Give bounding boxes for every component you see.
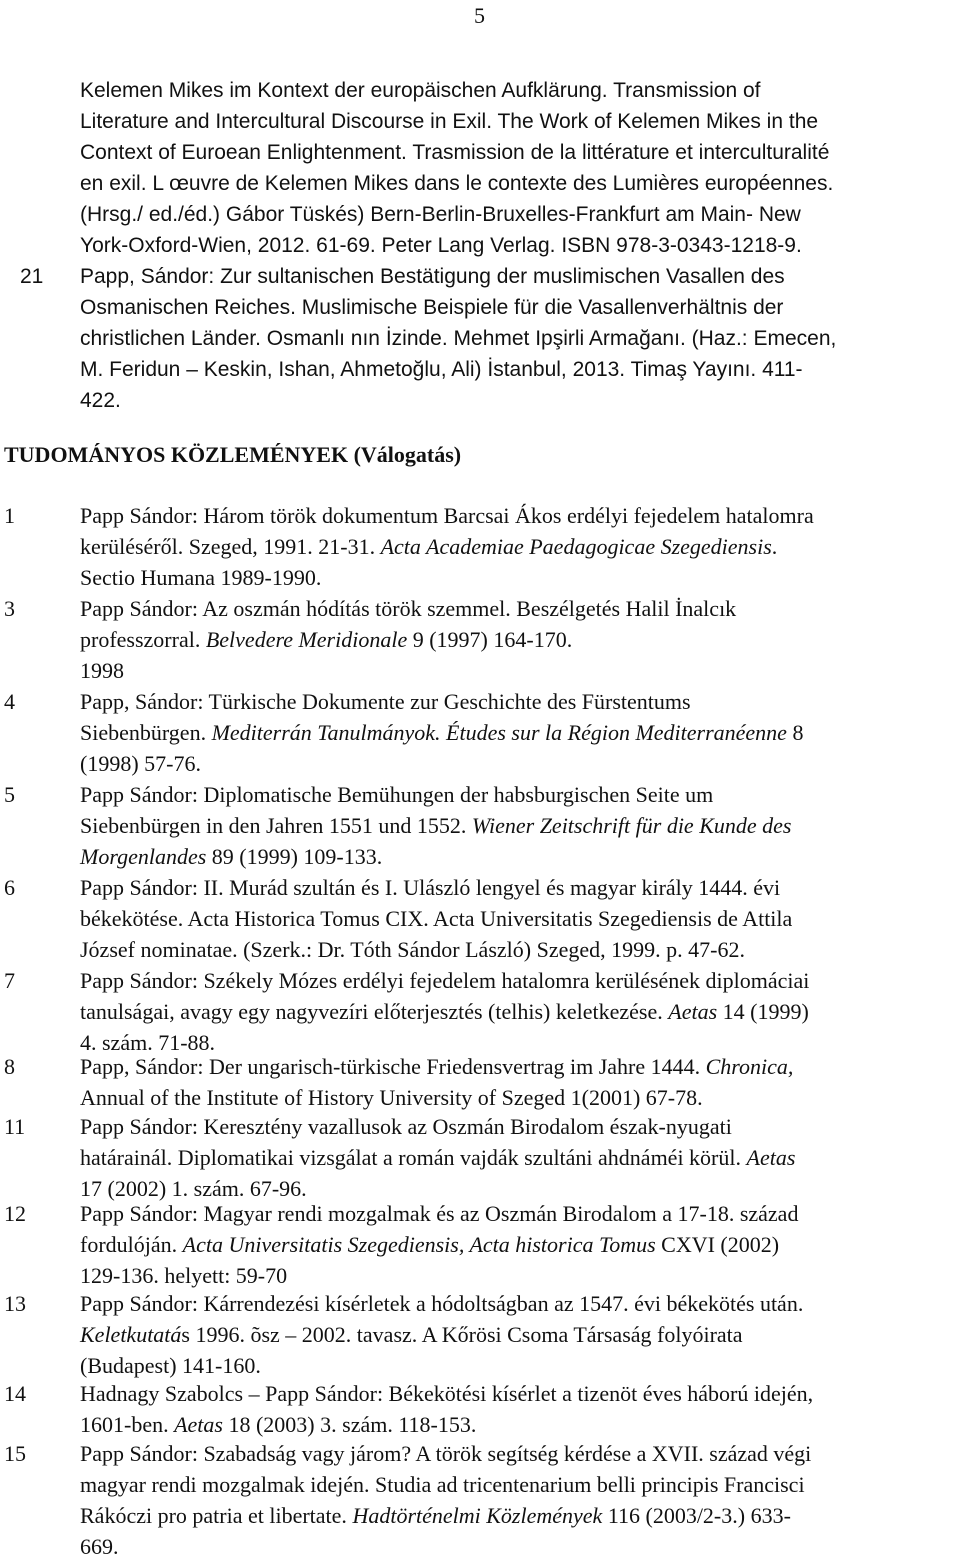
entry-number: 5 <box>4 782 15 807</box>
entry-number: 15 <box>4 1441 26 1466</box>
entry-continuation <box>0 75 960 261</box>
entry-number: 12 <box>4 1201 26 1226</box>
entry-number: 3 <box>4 596 15 621</box>
entry-line: 422. <box>80 389 121 412</box>
publication-entry <box>0 1288 960 1381</box>
entry-line: en exil. L œuvre de Kelemen Mikes dans le contexte des Lumières européennes. <box>80 172 834 195</box>
entry-number: 7 <box>4 968 15 993</box>
entry-line: 129-136. helyett: 59-70 <box>80 1263 288 1288</box>
entry-number: 11 <box>4 1114 26 1139</box>
publication-entry <box>0 1378 960 1440</box>
entry-line <box>80 1409 950 1440</box>
entry-line: Kelemen Mikes im Kontext der europäischen Aufklärung. Transmission of <box>80 79 761 102</box>
entry-text: CXVI (2002) <box>655 1232 780 1257</box>
entry-text: 9 (1997) 164-170. <box>407 627 573 652</box>
publication-entry <box>0 872 960 965</box>
journal-title: Aetas <box>668 999 718 1024</box>
entry-text: 14 (1999) <box>717 999 809 1024</box>
entry-text: 8 <box>786 720 804 745</box>
journal-title: Morgenlandes <box>80 844 207 869</box>
entry-line <box>80 624 950 655</box>
entry-line <box>80 531 950 562</box>
entry-text: Rákóczi pro patria et libertate. <box>80 1503 353 1528</box>
entry-line: 17 (2002) 1. szám. 67-96. <box>80 1176 307 1201</box>
entry-text: Siebenbürgen. <box>80 720 212 745</box>
entry-line: Sectio Humana 1989-1990. <box>80 565 322 590</box>
entry-line <box>80 996 950 1027</box>
entry-text: kerüléséről. Szeged, 1991. 21-31. <box>80 534 381 559</box>
publication-entry <box>0 593 960 686</box>
entry-line: (Budapest) 141-160. <box>80 1353 261 1378</box>
entry-line: Context of Euroean Enlightenment. Trasmission de la littérature et interculturalité <box>80 141 830 164</box>
publication-entry <box>0 779 960 872</box>
journal-title: Belvedere Meridionale <box>205 627 408 652</box>
entry-line: (Hrsg./ ed./éd.) Gábor Tüskés) Bern-Berlin-Bruxelles-Frankfurt am Main- New <box>80 203 801 226</box>
entry-number: 13 <box>4 1291 26 1316</box>
entry-text: Papp, Sándor: Der ungarisch-türkische Friedensvertrag im Jahre 1444. <box>80 1054 706 1079</box>
entry-line <box>80 810 950 841</box>
entry-line: (1998) 57-76. <box>80 751 201 776</box>
entry-21 <box>0 261 960 416</box>
entry-line: 4. szám. 71-88. <box>80 1030 216 1055</box>
entry-text: 1601-ben. <box>80 1412 175 1437</box>
journal-title: Aetas <box>174 1412 223 1437</box>
entry-text: 116 (2003/2-3.) 633- <box>602 1503 791 1528</box>
entry-line: M. Feridun – Keskin, Ishan, Ahmetoğlu, Ali) İstanbul, 2013. Timaş Yayını. 411- <box>80 358 803 381</box>
entry-line: magyar rendi mozgalmak idején. Studia ad tricentenarium belli principis Francisci <box>80 1472 805 1497</box>
entry-number: 6 <box>4 875 15 900</box>
entry-line: Hadnagy Szabolcs – Papp Sándor: Békekötési kísérlet a tizenöt éves háború idején, <box>80 1381 814 1406</box>
entry-text: Siebenbürgen in den Jahren 1551 und 1552. <box>80 813 472 838</box>
entry-line: békekötése. Acta Historica Tomus CIX. Acta Universitatis Szegediensis de Attila <box>80 906 793 931</box>
entry-line: 1998 <box>80 658 124 683</box>
entry-number: 8 <box>4 1054 15 1079</box>
entry-line: Papp, Sándor: Türkische Dokumente zur Geschichte des Fürstentums <box>80 689 691 714</box>
entry-line: Papp Sándor: Székely Mózes erdélyi fejedelem hatalomra kerülésének diplomáciai <box>80 968 810 993</box>
entry-text: tanulságai, avagy egy nagyvezíri előterjesztés (telhis) keletkezése. <box>80 999 669 1024</box>
journal-title: Keletkutatá <box>80 1322 182 1347</box>
entry-number: 14 <box>4 1381 26 1406</box>
entry-line: Annual of the Institute of History University of Szeged 1(2001) 67-78. <box>80 1085 703 1110</box>
entry-line: Papp Sándor: II. Murád szultán és I. Ulászló lengyel és magyar király 1444. évi <box>80 875 781 900</box>
journal-title: Chronica, <box>705 1054 794 1079</box>
journal-title: Mediterrán Tanulmányok. Études sur la Région Mediterranéenne <box>211 720 787 745</box>
entry-line <box>80 1142 950 1173</box>
entry-line: 669. <box>80 1534 119 1559</box>
entry-text: . <box>771 534 778 559</box>
entry-text: s 1996. õsz – 2002. tavasz. A Kőrösi Csoma Társaság folyóirata <box>181 1322 743 1347</box>
publication-entry <box>0 686 960 779</box>
entry-line: Papp Sándor: Három török dokumentum Barcsai Ákos erdélyi fejedelem hatalomra <box>80 503 814 528</box>
entry-line: József nominatae. (Szerk.: Dr. Tóth Sándor László) Szeged, 1999. p. 47-62. <box>80 937 745 962</box>
entry-line: Papp Sándor: Keresztény vazallusok az Oszmán Birodalom észak-nyugati <box>80 1114 732 1139</box>
journal-title: Aetas <box>746 1145 796 1170</box>
entry-number: 21 <box>20 265 44 288</box>
publication-entry <box>0 1438 960 1562</box>
entry-line <box>80 1229 950 1260</box>
publication-entry <box>0 1198 960 1291</box>
entry-line: Papp Sándor: Kárrendezési kísérletek a hódoltságban az 1547. évi békekötés után. <box>80 1291 804 1316</box>
entry-number: 4 <box>4 689 15 714</box>
entry-line <box>80 1051 950 1082</box>
entry-text: 89 (1999) 109-133. <box>206 844 383 869</box>
entry-text: 18 (2003) 3. szám. 118-153. <box>222 1412 477 1437</box>
publication-entry <box>0 1111 960 1204</box>
entry-line: Papp Sándor: Az oszmán hódítás török szemmel. Beszélgetés Halil İnalcık <box>80 596 737 621</box>
entry-line <box>80 1500 950 1531</box>
entry-text: fordulóján. <box>80 1232 183 1257</box>
publication-entry <box>0 965 960 1058</box>
entry-line: York-Oxford-Wien, 2012. 61-69. Peter Lang Verlag. ISBN 978-3-0343-1218-9. <box>80 234 802 257</box>
journal-title: Hadtörténelmi Közlemények <box>352 1503 603 1528</box>
entry-line: Osmanischen Reiches. Muslimische Beispiele für die Vasallenverhältnis der <box>80 296 784 319</box>
page-number: 5 <box>474 3 485 28</box>
entry-line: Papp Sándor: Szabadság vagy járom? A török segítség kérdése a XVII. század végi <box>80 1441 812 1466</box>
entry-line: Literature and Intercultural Discourse in Exil. The Work of Kelemen Mikes in the <box>80 110 819 133</box>
entry-number: 1 <box>4 503 15 528</box>
journal-title: Wiener Zeitschrift für die Kunde des <box>471 813 792 838</box>
publication-entry <box>0 500 960 593</box>
entry-text: professzorral. <box>80 627 206 652</box>
entry-text: határainál. Diplomatikai vizsgálat a román vajdák szultáni ahdnáméi körül. <box>80 1145 747 1170</box>
entry-line: Papp Sándor: Magyar rendi mozgalmak és az Oszmán Birodalom a 17-18. század <box>80 1201 799 1226</box>
entry-line: christlichen Länder. Osmanlı nın İzinde. Mehmet Ipşirli Armağanı. (Haz.: Emecen, <box>80 327 837 350</box>
entry-line <box>80 1319 950 1350</box>
section-heading: TUDOMÁNYOS KÖZLEMÉNYEK (Válogatás) <box>4 442 462 467</box>
entry-line: Papp, Sándor: Zur sultanischen Bestätigung der muslimischen Vasallen des <box>80 265 785 288</box>
journal-title: Acta Academiae Paedagogicae Szegediensis <box>380 534 772 559</box>
entry-line <box>80 717 950 748</box>
entry-line <box>80 841 950 872</box>
publication-entry <box>0 1051 960 1113</box>
journal-title: Acta Universitatis Szegediensis, Acta historica Tomus <box>182 1232 656 1257</box>
entry-line: Papp Sándor: Diplomatische Bemühungen der habsburgischen Seite um <box>80 782 714 807</box>
